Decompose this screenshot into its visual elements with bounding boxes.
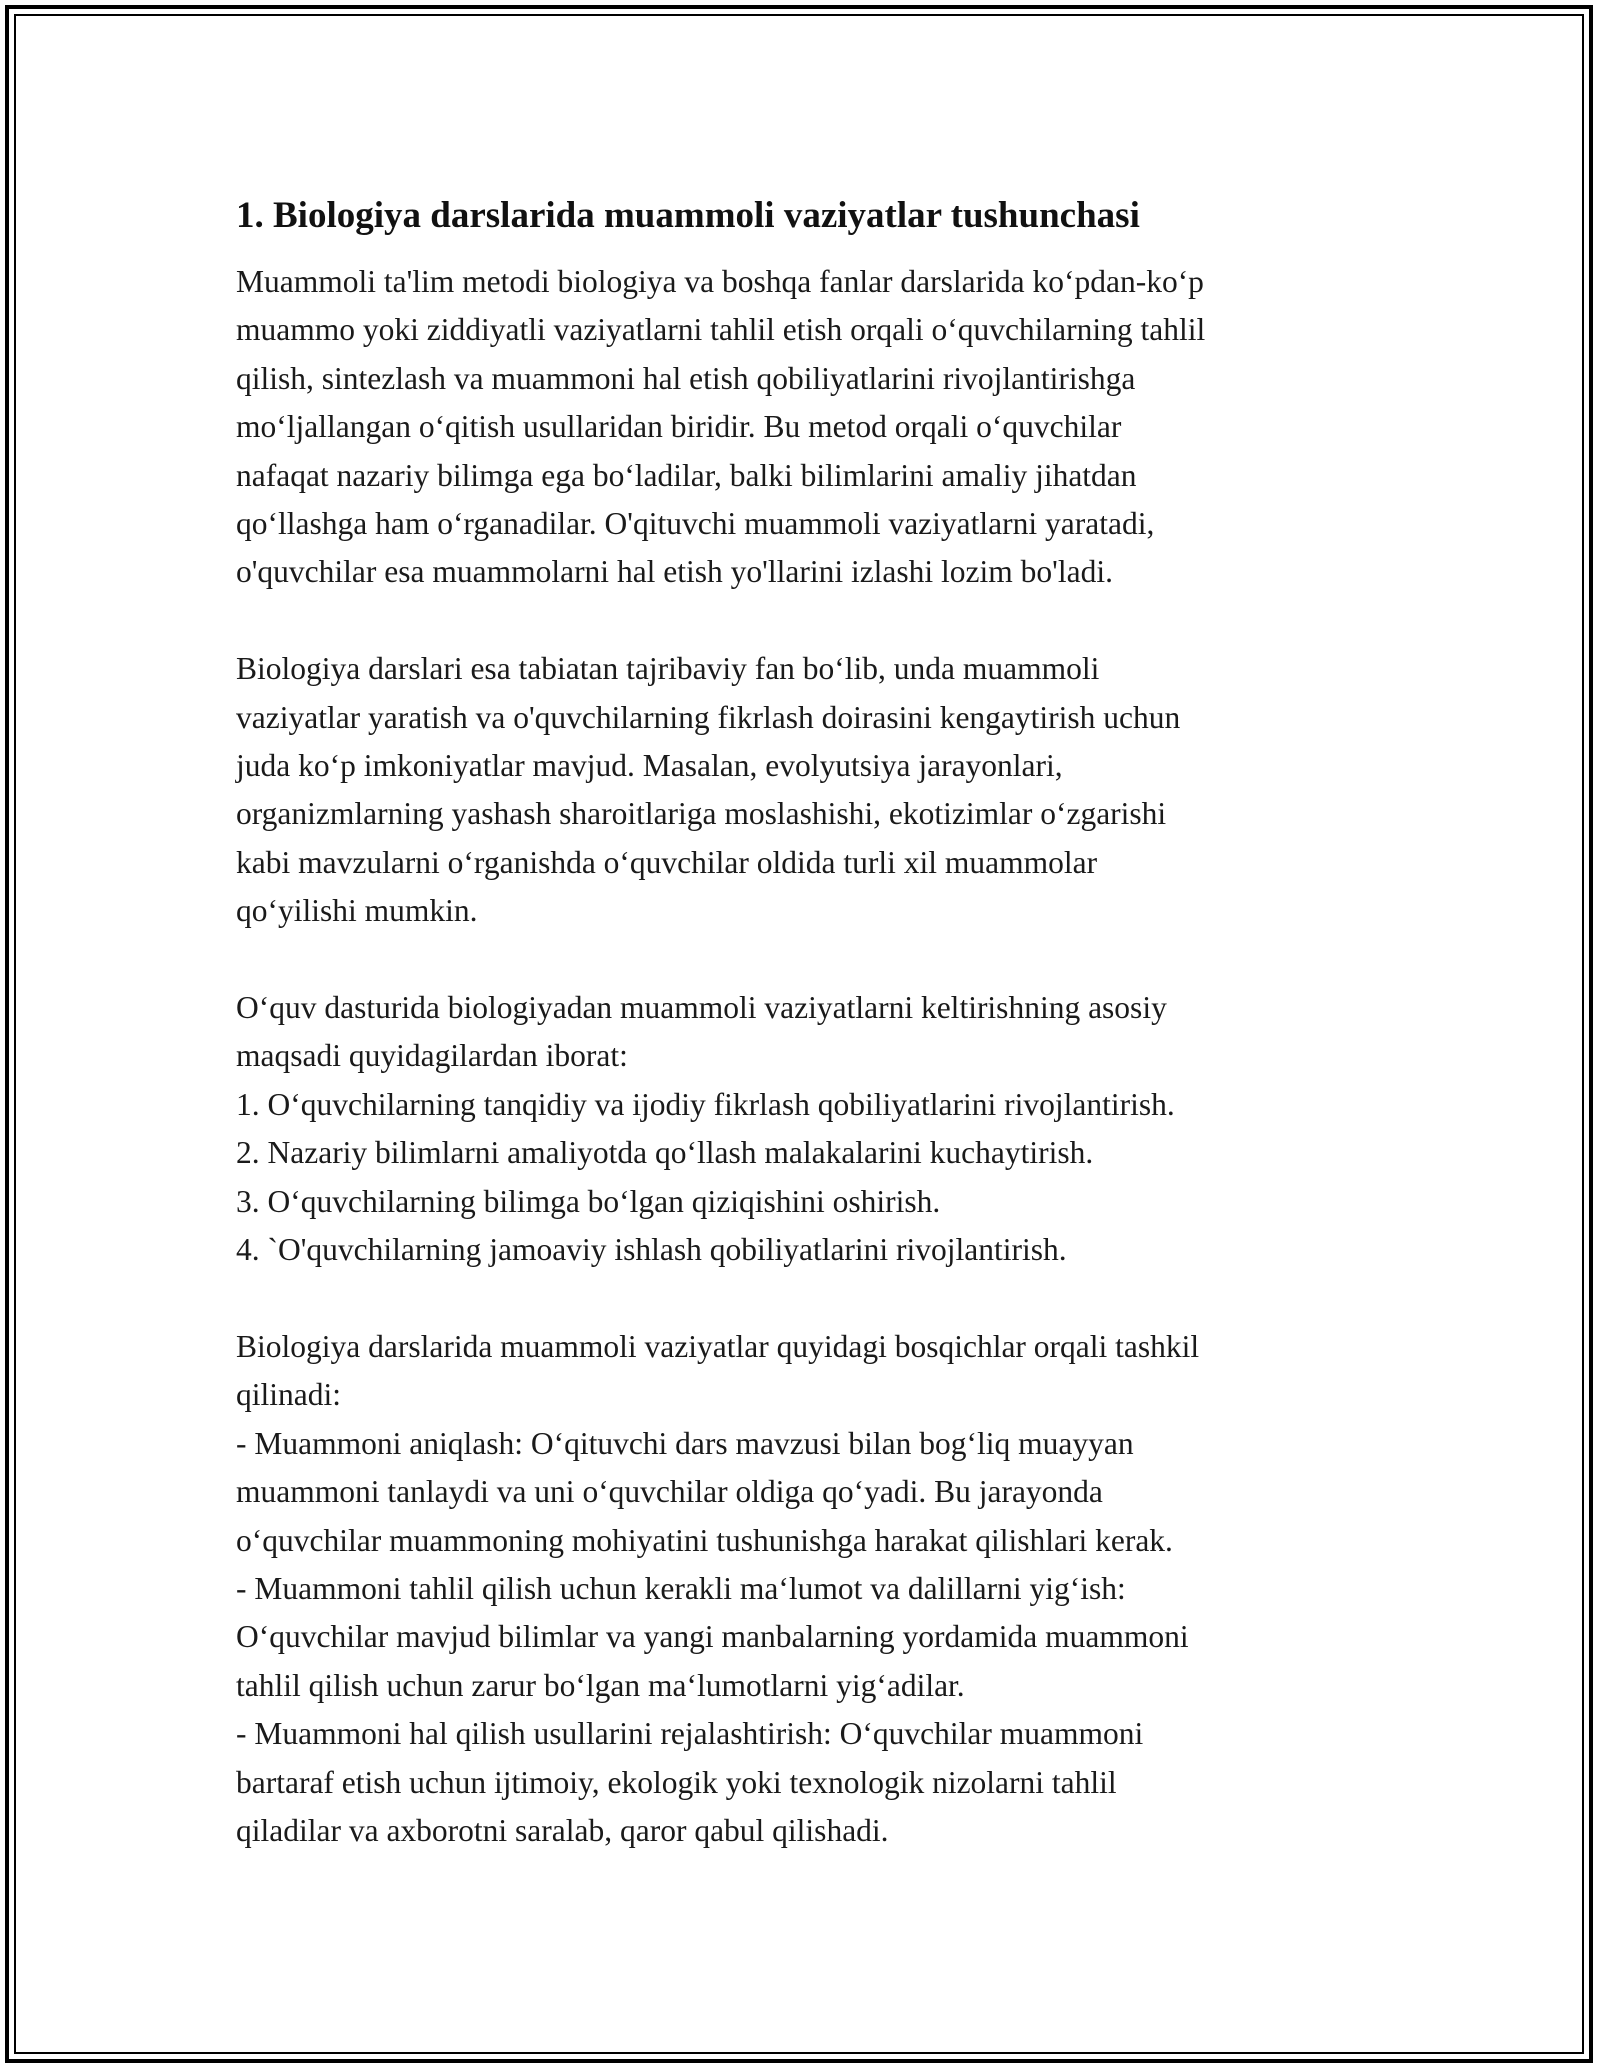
paragraph-spacer [236,936,1376,984]
paragraph-spacer [236,597,1376,645]
document-body [236,188,1376,1855]
paragraph-intro: Muammoli ta'lim metodi biologiya va boshqa fanlar darslarida ko‘pdan-ko‘p muammo yoki ziddiyatli vaziyatlarni tahlil etish orqali o‘quvchilarning tahlil qilish, sintezlash va muammoni hal etish qobiliyatlarini rivojlantirishga mo‘ljallangan o‘qitish usullaridan biridir. Bu metod orqali o‘quvchilar nafaqat nazariy bilimga ega bo‘ladilar, balki bilimlarini amaliy jihatdan qo‘llashga ham o‘rganadilar. O'qituvchi muammoli vaziyatlarni yaratadi, o'quvchilar esa muammolarni hal etish yo'llarini izlashi lozim bo'ladi. [236,264,1206,590]
paragraph-stages-list: Biologiya darslarida muammoli vaziyatlar quyidagi bosqichlar orqali tashkil qilinadi: - Muammoni aniqlash: O‘qituvchi dars mavzusi bilan bog‘liq muayyan muammoni tanlaydi va uni o‘quvchilar oldiga qo‘yadi. Bu jarayonda o‘quvchilar muammoning mohiyatini tushunishga harakat qilishlari kerak. - Muammoni tahlil qilish uchun kerakli ma‘lumot va dalillarni yig‘ish: O‘quvchilar mavjud bilimlar va yangi manbalarning yordamida muammoni tahlil qilish uchun zarur bo‘lgan ma‘lumotlarni yig‘adilar. - Muammoni hal qilish usullarini rejalashtirish: O‘quvchilar muammoni bartaraf etish uchun ijtimoiy, ekologik yoki texnologik nizolarni tahlil qiladilar va axborotni saralab, qaror qabul qilishadi. [236,1328,1200,1848]
paragraph-spacer [236,1275,1376,1323]
paragraph-biology-lessons: Biologiya darslari esa tabiatan tajribaviy fan bo‘lib, unda muammoli vaziyatlar yaratish va o'quvchilarning fikrlash doirasini kengaytirish uchun juda ko‘p imkoniyatlar mavjud. Masalan, evolyutsiya jarayonlari, organizmlarning yashash sharoitlariga moslashishi, ekotizimlar o‘zgarishi kabi mavzularni o‘rganishda o‘quvchilar oldida turli xil muammolar qo‘yilishi mumkin. [236,651,1181,929]
page-title: 1. Biologiya darslarida muammoli vaziyatlar tushunchasi [236,195,1140,236]
paragraph-goals-list: O‘quv dasturida biologiyadan muammoli vaziyatlarni keltirishning asosiy maqsadi quyidagilardan iborat: 1. O‘quvchilarning tanqidiy va ijodiy fikrlash qobiliyatlarini rivojlantirish. 2. Nazariy bilimlarni amaliyotda qo‘llash malakalarini kuchaytirish. 3. O‘quvchilarning bilimga bo‘lgan qiziqishini oshirish. 4. `O'quvchilarning jamoaviy ishlash qobiliyatlarini rivojlantirish. [236,990,1175,1268]
